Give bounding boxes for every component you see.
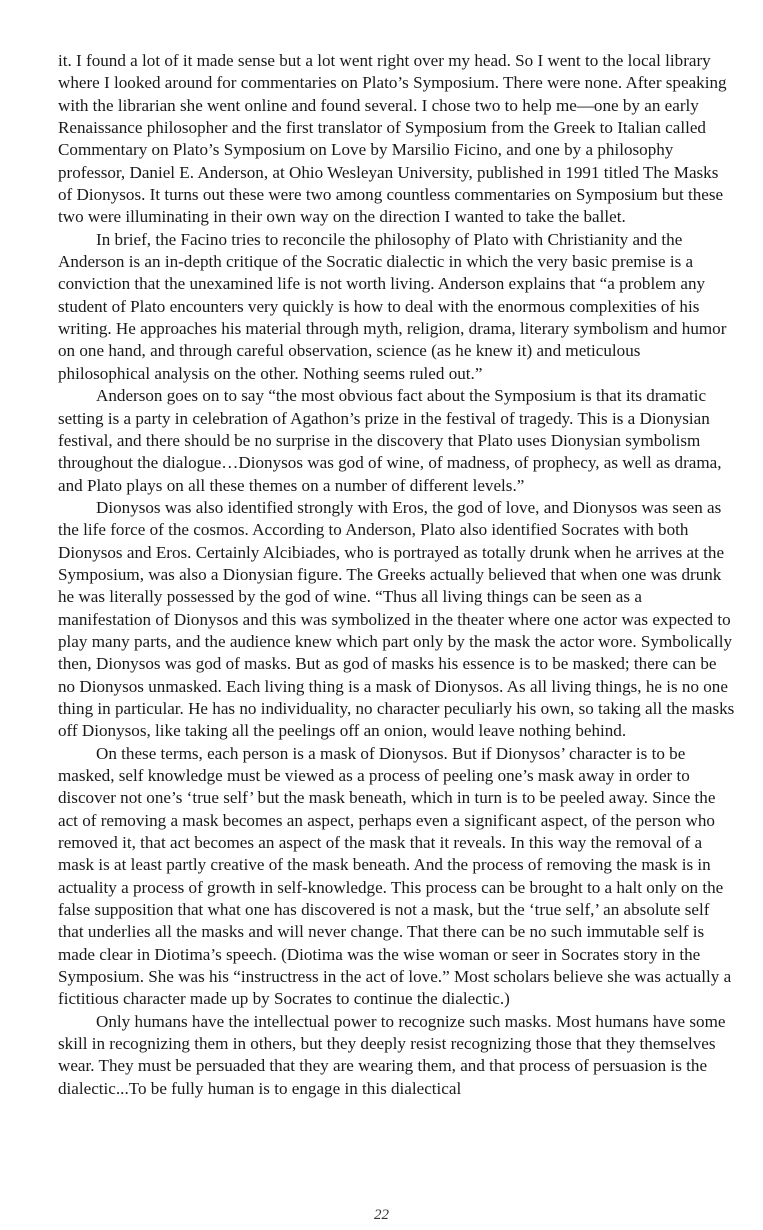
document-page <box>58 50 736 1100</box>
body-paragraph: Dionysos was also identified strongly with Eros, the god of love, and Dionysos was seen as the life force of the cosmos. According to Anderson, Plato also identified Socrates with both Dionysos and Eros. Certainly Alcibiades, who is portrayed as totally drunk when he arrives at the Symposium, was also a Dionysian figure. The Greeks actually believed that when one was drunk he was literally possessed by the god of wine. “Thus all living things can be seen as a manifestation of Dionysos and this was symbolized in the theater where one actor was expected to play many parts, and the audience knew which part only by the mask the actor wore. Symbolically then, Dionysos was god of masks. But as god of masks his essence is to be masked; there can be no Dionysos unmasked. Each living thing is a mask of Dionysos. As all living things, he is no one thing in particular. He has no individuality, no character peculiarly his own, so taking all the masks off Dionysos, like taking all the peelings off an onion, would leave nothing behind. <box>58 497 735 741</box>
body-paragraph: In brief, the Facino tries to reconcile the philosophy of Plato with Christianity and the Anderson is an in-depth critique of the Socratic dialectic in which the very basic premise is a conviction that the unexamined life is not worth living. Anderson explains that “a problem any student of Plato encounters very quickly is how to deal with the enormous complexities of his writing. He approaches his material through myth, religion, drama, literary symbolism and humor on one hand, and through careful observation, science (as he knew it) and meticulous philosophical analysis on the other. Nothing seems ruled out.” <box>58 229 727 383</box>
body-paragraph: Only humans have the intellectual power to recognize such masks. Most humans have some skill in recognizing them in others, but they deeply resist recognizing those that they themselves wear. They must be persuaded that they are wearing them, and that process of persuasion is the dialectic...To be fully human is to engage in this dialectical <box>58 1011 726 1098</box>
body-paragraph: On these terms, each person is a mask of Dionysos. But if Dionysos’ character is to be masked, self knowledge must be viewed as a process of peeling one’s mask away in order to discover not one’s ‘true self’ but the mask beneath, which in turn is to be peeled away. Since the act of removing a mask becomes an aspect, perhaps even a significant aspect, of the person who removed it, that act becomes an aspect of the mask that it reveals. In this way the removal of a mask is at least partly creative of the mask beneath. And the process of removing the mask is in actuality a process of growth in self-knowledge. This process can be brought to a halt only on the false supposition that what one has discovered is not a mask, but the ‘true self,’ an absolute self that underlies all the masks and will never change. That there can be no such immutable self is made clear in Diotima’s speech. (Diotima was the wise woman or seer in Socrates story in the Symposium. She was his “instructress in the act of love.” Most scholars believe she was actually a fictitious character made up by Socrates to continue the dialectic.) <box>58 743 732 1009</box>
body-paragraph: Anderson goes on to say “the most obvious fact about the Symposium is that its dramatic setting is a party in celebration of Agathon’s prize in the festival of tragedy. This is a Dionysian festival, and there should be no surprise in the discovery that Plato uses Dionysian symbolism throughout the dialogue…Dionysos was god of wine, of madness, of prophecy, as well as drama, and Plato plays on all these themes on a number of different levels.” <box>58 386 722 495</box>
page-number: 22 <box>374 1207 389 1223</box>
body-paragraph: it. I found a lot of it made sense but a lot went right over my head. So I went to the local library where I looked around for commentaries on Plato’s Symposium. There were none. After speaking with the librarian she went online and found several. I chose two to help me—one by an early Renaissance philosopher and the first translator of Symposium from the Greek to Italian called Commentary on Plato’s Symposium on Love by Marsilio Ficino, and one by a philosophy professor, Daniel E. Anderson, at Ohio Wesleyan University, published in 1991 titled The Masks of Dionysos. It turns out these were two among countless commentaries on Symposium but these two were illuminating in their own way on the direction I wanted to take the ballet. <box>58 51 727 227</box>
